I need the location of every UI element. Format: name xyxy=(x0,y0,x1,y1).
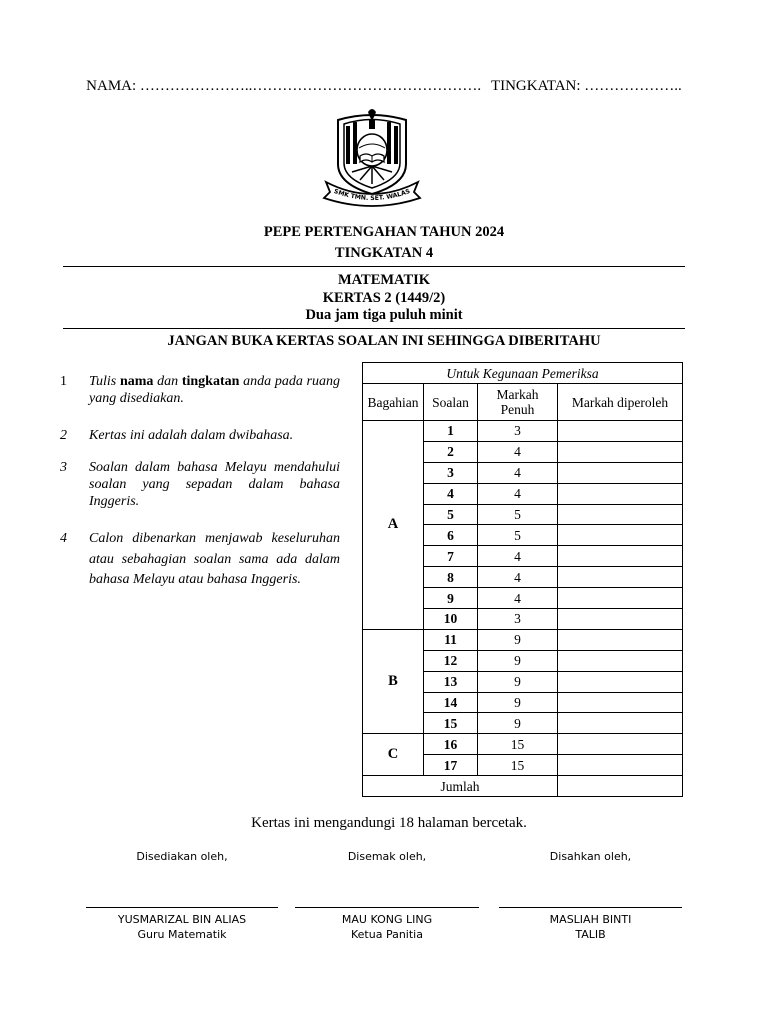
full-marks: 3 xyxy=(478,421,558,442)
column-header-section: Bagahian xyxy=(363,384,424,421)
marks-obtained-cell[interactable] xyxy=(558,483,683,504)
student-info-line xyxy=(0,78,768,95)
question-number: 17 xyxy=(424,755,478,776)
marks-obtained-cell[interactable] xyxy=(558,588,683,609)
svg-text:SMK TMN. SET. WALAS: SMK TMN. SET. WALAS xyxy=(332,187,412,203)
section-label: C xyxy=(363,734,424,776)
full-marks: 5 xyxy=(478,504,558,525)
marks-obtained-cell[interactable] xyxy=(558,734,683,755)
total-marks-cell[interactable] xyxy=(558,776,683,797)
full-marks: 4 xyxy=(478,567,558,588)
question-number: 15 xyxy=(424,713,478,734)
full-marks: 4 xyxy=(478,483,558,504)
divider xyxy=(63,266,685,267)
full-marks: 9 xyxy=(478,692,558,713)
question-number: 9 xyxy=(424,588,478,609)
divider xyxy=(63,328,685,329)
instruction-number: 2 xyxy=(60,428,67,443)
table-row xyxy=(363,629,683,650)
full-marks: 4 xyxy=(478,546,558,567)
section-label: A xyxy=(363,421,424,630)
full-marks: 9 xyxy=(478,629,558,650)
marks-obtained-cell[interactable] xyxy=(558,713,683,734)
signatory-title: Guru Matematik xyxy=(137,928,227,941)
instruction-text: Kertas ini adalah dalam dwibahasa. xyxy=(89,428,294,443)
warning-text: JANGAN BUKA KERTAS SOALAN INI SEHINGGA DIBERITAHU xyxy=(167,333,601,349)
marks-obtained-cell[interactable] xyxy=(558,650,683,671)
signature-role: Disemak oleh, xyxy=(347,850,427,863)
exam-duration: Dua jam tiga puluh minit xyxy=(305,307,463,323)
signatory-name: MASLIAH BINTI xyxy=(549,913,632,926)
page-count-note: Kertas ini mengandungi 18 halaman bercetak. xyxy=(251,815,527,831)
bold-keyword: tingkatan xyxy=(181,374,240,389)
full-marks: 15 xyxy=(478,734,558,755)
full-marks: 3 xyxy=(478,609,558,630)
signature-role: Disediakan oleh, xyxy=(136,850,228,863)
signatory-title: Ketua Panitia xyxy=(351,928,423,941)
marks-obtained-cell[interactable] xyxy=(558,546,683,567)
instruction-text: Calon dibenarkan menjawab keseluruhan atau sebahagian soalan sama ada dalam bahasa Melayu atau bahasa Inggeris. xyxy=(89,531,340,587)
marks-obtained-cell[interactable] xyxy=(558,755,683,776)
table-row xyxy=(363,421,683,442)
signatory xyxy=(86,912,278,942)
instruction-number: 3 xyxy=(60,460,67,475)
question-number: 10 xyxy=(424,609,478,630)
marks-obtained-cell[interactable] xyxy=(558,525,683,546)
name-field-label: NAMA: …………………..………………………………………. xyxy=(86,78,482,94)
question-number: 7 xyxy=(424,546,478,567)
signature-line xyxy=(295,907,479,908)
column-header-question: Soalan xyxy=(424,384,478,421)
signatory xyxy=(295,912,479,942)
marks-obtained-cell[interactable] xyxy=(558,421,683,442)
instruction-number: 4 xyxy=(60,531,67,546)
signatory-title: TALIB xyxy=(575,928,606,941)
full-marks: 15 xyxy=(478,755,558,776)
instruction-number: 1 xyxy=(60,374,67,389)
signatory xyxy=(499,912,682,942)
column-header-marks-obtained: Markah diperoleh xyxy=(558,384,683,421)
instruction-item xyxy=(60,529,340,591)
form-level: TINGKATAN 4 xyxy=(334,245,434,261)
table-caption: Untuk Kegunaan Pemeriksa xyxy=(363,363,683,384)
marks-obtained-cell[interactable] xyxy=(558,567,683,588)
section-label: B xyxy=(363,629,424,733)
signature-line xyxy=(499,907,682,908)
table-row xyxy=(363,734,683,755)
form-field-label: TINGKATAN: ……………….. xyxy=(490,78,682,94)
question-number: 1 xyxy=(424,421,478,442)
instruction-text: Soalan dalam bahasa Melayu mendahului soalan yang sepadan dalam bahasa Inggeris. xyxy=(89,460,340,509)
instruction-item: 1 Tulis nama dan tingkatan anda pada ruang yang disediakan. xyxy=(60,374,340,406)
signatory-name: YUSMARIZAL BIN ALIAS xyxy=(117,913,247,926)
marks-obtained-cell[interactable] xyxy=(558,671,683,692)
signature-role: Disahkan oleh, xyxy=(549,850,632,863)
full-marks: 5 xyxy=(478,525,558,546)
full-marks: 4 xyxy=(478,462,558,483)
bold-keyword: nama xyxy=(119,374,154,389)
question-number: 2 xyxy=(424,441,478,462)
question-number: 13 xyxy=(424,671,478,692)
question-number: 14 xyxy=(424,692,478,713)
total-row xyxy=(363,776,683,797)
full-marks: 9 xyxy=(478,671,558,692)
total-label: Jumlah xyxy=(363,776,558,797)
school-crest-logo xyxy=(322,106,422,208)
paper-code: KERTAS 2 (1449/2) xyxy=(322,290,446,306)
marks-obtained-cell[interactable] xyxy=(558,441,683,462)
examiner-marks-table xyxy=(362,362,683,797)
question-number: 12 xyxy=(424,650,478,671)
question-number: 11 xyxy=(424,629,478,650)
question-number: 16 xyxy=(424,734,478,755)
signature-line xyxy=(86,907,278,908)
signatory-name: MAU KONG LING xyxy=(341,913,433,926)
full-marks: 9 xyxy=(478,650,558,671)
marks-obtained-cell[interactable] xyxy=(558,504,683,525)
instruction-item xyxy=(60,459,340,510)
instruction-item xyxy=(60,427,340,444)
question-number: 8 xyxy=(424,567,478,588)
subject-title: MATEMATIK xyxy=(337,272,431,288)
full-marks: 4 xyxy=(478,588,558,609)
exam-title: PEPE PERTENGAHAN TAHUN 2024 xyxy=(263,224,505,240)
marks-obtained-cell[interactable] xyxy=(558,462,683,483)
question-number: 5 xyxy=(424,504,478,525)
full-marks: 9 xyxy=(478,713,558,734)
marks-obtained-cell[interactable] xyxy=(558,629,683,650)
question-number: 4 xyxy=(424,483,478,504)
marks-obtained-cell[interactable] xyxy=(558,692,683,713)
column-header-full-marks: Markah Penuh xyxy=(478,384,558,421)
marks-obtained-cell[interactable] xyxy=(558,609,683,630)
question-number: 6 xyxy=(424,525,478,546)
question-number: 3 xyxy=(424,462,478,483)
full-marks: 4 xyxy=(478,441,558,462)
